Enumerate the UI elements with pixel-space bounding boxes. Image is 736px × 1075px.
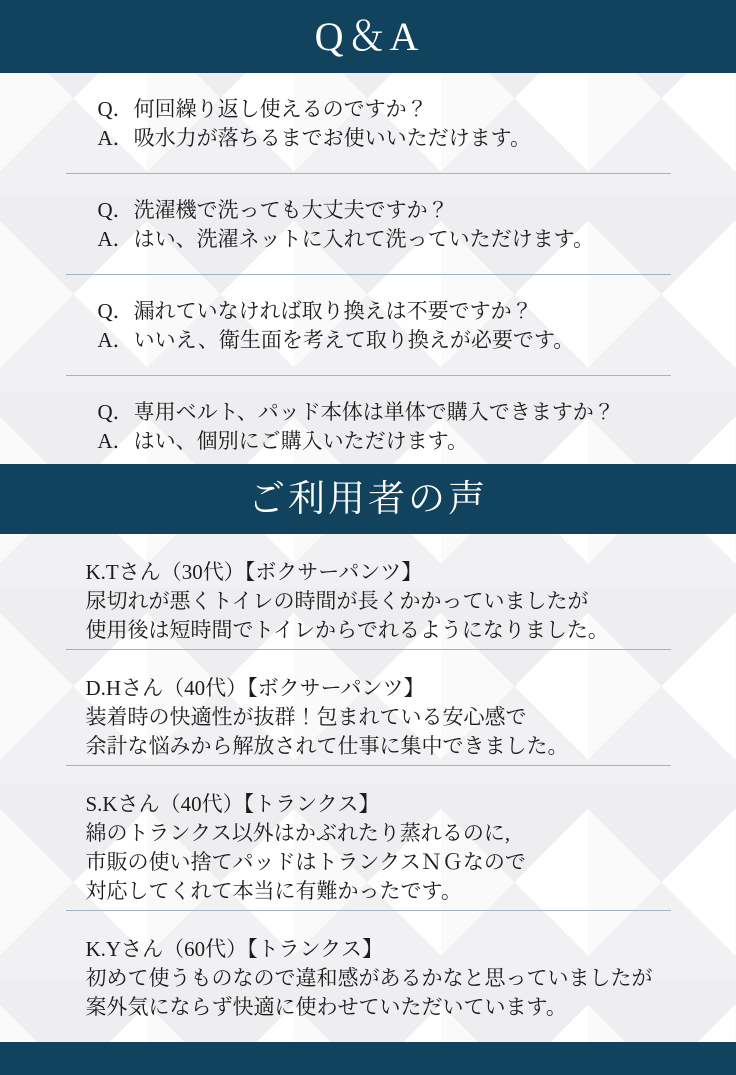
qa-item-3 <box>66 275 671 376</box>
answer-line <box>98 326 671 355</box>
answer-text: いいえ、衛生面を考えて取り換えが必要です。 <box>133 328 575 352</box>
voice-user-name: K.Yさん（60代）【トランクス】 <box>85 937 383 961</box>
qa-item-4 <box>66 376 671 464</box>
question-line <box>98 297 671 326</box>
question-text: 漏れていなければ取り換えは不要ですか？ <box>133 299 533 323</box>
answer-line <box>98 124 671 153</box>
answer-prefix: A． <box>97 227 134 251</box>
voices-section-header <box>0 464 736 534</box>
qa-item-1 <box>66 73 671 174</box>
question-prefix: Q． <box>97 299 134 323</box>
qa-section-title: Q＆A <box>314 13 422 59</box>
voice-user-name: K.Tさん（30代）【ボクサーパンツ】 <box>85 560 423 584</box>
answer-line <box>98 427 671 456</box>
voice-text-line: 使用後は短時間でトイレからでれるようになりました。 <box>85 618 609 642</box>
voices-section-title: ご利用者の声 <box>248 478 488 520</box>
voice-text-line: 案外気にならず快適に使わせていただいています。 <box>85 995 567 1019</box>
question-line <box>98 398 671 427</box>
bottom-bar <box>0 1042 736 1075</box>
voice-item-3 <box>66 766 671 911</box>
voice-text-line: 尿切れが悪くトイレの時間が長くかかっていましたが <box>85 589 589 613</box>
voice-user-name: S.Kさん（40代）【トランクス】 <box>85 792 380 816</box>
answer-text: はい、個別にご購入いただけます。 <box>133 429 468 453</box>
answer-prefix: A． <box>97 328 134 352</box>
qa-section <box>0 73 736 464</box>
voice-item-4 <box>66 911 671 1026</box>
question-text: 洗濯機で洗っても大丈夫ですか？ <box>133 198 449 222</box>
voice-text-line: 初めて使うものなので違和感があるかなと思っていましたが <box>85 966 653 990</box>
question-text: 何回繰り返し使えるのですか？ <box>133 97 428 121</box>
question-prefix: Q． <box>97 400 134 424</box>
qa-item-2 <box>66 174 671 275</box>
voice-user-name: D.Hさん（40代）【ボクサーパンツ】 <box>85 676 425 700</box>
voice-text-line: 装着時の快適性が抜群！包まれている安心感で <box>85 705 527 729</box>
voice-text-line: 余計な悩みから解放されて仕事に集中できました。 <box>85 734 569 758</box>
question-line <box>98 196 671 225</box>
voice-item-2 <box>66 650 671 766</box>
voices-section <box>0 534 736 1026</box>
voice-text-line: 市販の使い捨てパッドはトランクスＮＧなので <box>85 850 526 874</box>
question-line <box>98 95 671 124</box>
answer-prefix: A． <box>97 126 134 150</box>
answer-text: 吸水力が落ちるまでお使いいただけます。 <box>133 126 531 150</box>
question-text: 専用ベルト、パッド本体は単体で購入できますか？ <box>133 400 615 424</box>
answer-line <box>98 225 671 254</box>
voice-text-line: 綿のトランクス以外はかぶれたり蒸れるのに, <box>85 821 511 845</box>
answer-prefix: A． <box>97 429 134 453</box>
question-prefix: Q． <box>97 198 134 222</box>
answer-text: はい、洗濯ネットに入れて洗っていただけます。 <box>133 227 594 251</box>
qa-section-header <box>0 0 736 73</box>
voice-item-1 <box>66 534 671 650</box>
voice-text-line: 対応してくれて本当に有難かったです。 <box>85 879 462 903</box>
question-prefix: Q． <box>97 97 134 121</box>
